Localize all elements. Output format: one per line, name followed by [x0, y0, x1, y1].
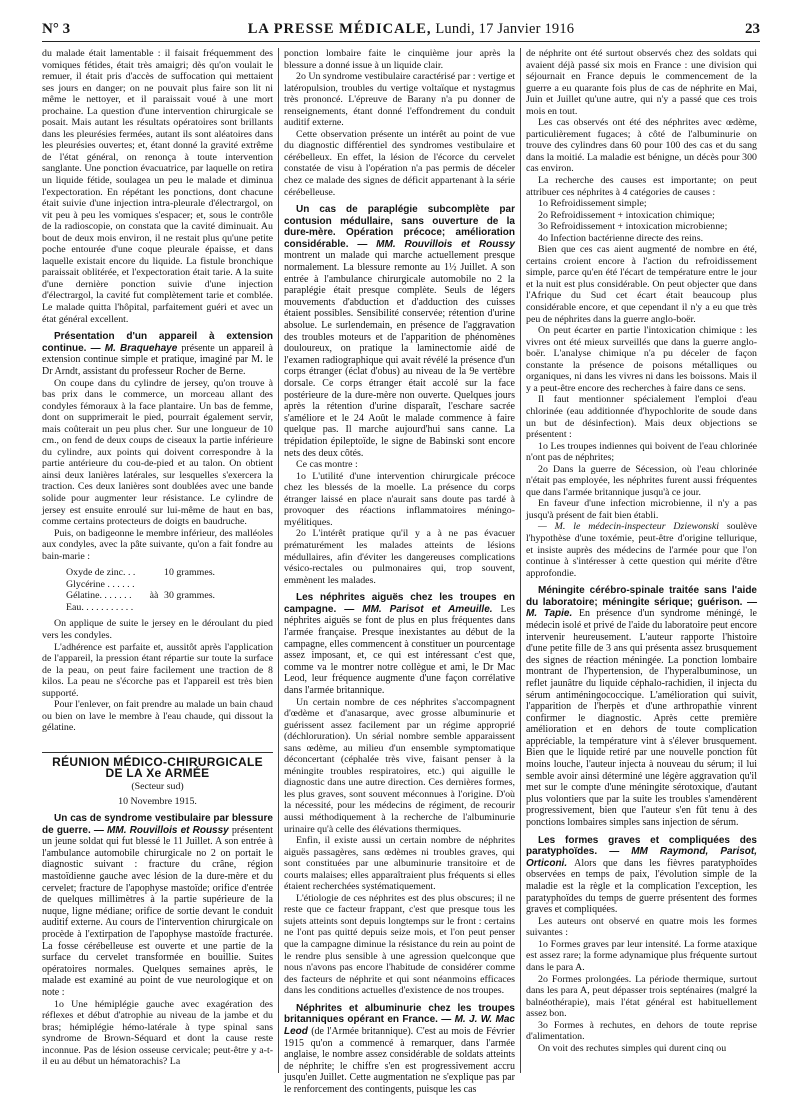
paragraph: 1o Formes graves par leur intensité. La forme ataxique est assez rare; la forme adynamique plus fréquente surtout dans le para A.	[526, 938, 757, 973]
paragraph: 1o Les troupes indiennes qui boivent de l'eau chlorinée n'ont pas de néphrites;	[526, 440, 757, 464]
paragraph: Enfin, il existe aussi un certain nombre de néphrites aiguës passagères, sans œdèmes ni troubles graves, qui sont constituées par une albuminurie transitoire et de courts malaises; elles apparaîtraient plus fréquents si elles étaient recherchées systématiquement.	[284, 835, 515, 893]
page-header	[42, 14, 760, 42]
paragraph: Cette observation présente un intérêt au point de vue du diagnostic différentiel des syndromes vestibulaire et cérébelleux. En effet, la lésion de l'écorce du cervelet constatée de visu à l'opération n'a pas permis de déceler chez ce malade des signes de déficit appartenant à la série cérébelleuse.	[284, 128, 515, 198]
article-heading	[284, 204, 515, 459]
paragraph: Les cas observés ont été des néphrites avec œdème, particulièrement fugaces; à côté de l'albuminurie on trouve des cylindres dans 60 pour 100 des cas et du sang dans la moitié. La maladie est bénigne, un décès pour 300 cas environ.	[526, 117, 757, 175]
paragraph: On applique de suite le jersey en le déroulant du pied vers les condyles.	[42, 618, 273, 641]
heading-authors: — M. J. W. Mac Leod	[284, 1014, 515, 1037]
heading-title: Méningite cérébro-spinale traitée sans l'aide du laboratoire; méningite sérique; guérison.	[526, 585, 757, 608]
paragraph: du malade était lamentable : il faisait fréquemment des vomiques fétides, était très amaigri; dès qu'on voulait le remuer, il était pris d'accès de suffocation qui mettaient ses jours en danger; on ne pouvait plus faire son lit ni même le nettoyer, et il paraissait voué à une mort prochaine. La question d'une intervention chirurgicale se posait. Mais autant les résultats opératoires sont brillants dans les pleurésies fermées, autant ils sont aléatoires dans les pleurésies ouvertes; et, étant donné la gravité extrême de l'état général, on renonça à toute intervention sanglante. Une ponction évacuatrice, par laquelle on retira un liquide fétide, soulagea un peu le malade et diminua l'expectoration. En répétant les ponctions, dont chacune était suivie d'une injection intra-pleurale d'électrargol, on vit peu à peu les vomiques s'espacer; et, sous le contrôle de la radioscopie, on constata que la cavité diminuait. Au bout de deux mois environ, il ne restait plus qu'une petite poche entourée d'une coque pleurale épaisse, et dans laquelle existait encore du liquide. La fistule bronchique paraissait oblitérée, et l'expectoration était tarie. A la suite d'une dernière ponction suivie d'une injection d'électrargol, la cavité fut complètement tarie et comblée. Le malade quitta l'hôpital, parfaitement guéri et avec un état général excellent.	[42, 48, 273, 325]
running-title	[122, 21, 700, 38]
paragraph-text: soulève l'hypothèse d'une toxémie, peut-être d'origine tellurique, et insiste auprès des médecins de l'armée pour que l'on continue à s'intéresser à cette question qui mérite d'être approfondie.	[526, 521, 757, 579]
page-number: 23	[745, 21, 760, 37]
paragraph: Pour l'enlever, on fait prendre au malade un bain chaud ou bien on lave le membre à l'eau chaude, qui dissout la gélatine.	[42, 699, 273, 734]
recipe-table	[66, 567, 273, 613]
paragraph: de néphrite ont été surtout observés chez des soldats qui avaient déjà passé six mois en France : une division qui séjournait en France depuis le commencement de la guerre a eu quarante fois plus de cas de néphrite en Mai, Juin et Juillet qu'une autre, qui n'y a passé que ces trois mois en tout.	[526, 48, 757, 117]
section-date: 10 Novembre 1915.	[118, 795, 197, 807]
heading-text: Les néphrites aiguës se font de plus en plus fréquentes dans l'armée française. Presque inexistantes au début de la campagne, elles commencent à constituer un pourcentage assez imposant, et, ce qui est intéressant c'est que, comme va le montrer notre collègue et ami, le Dr Mac Leod, leur fréquence augmente d'une façon corrélative dans l'armée britannique.	[284, 603, 515, 696]
article-heading	[284, 1003, 515, 1096]
issue-date: Lundi, 17 Janvier 1916	[435, 21, 575, 37]
paragraph: Puis, on badigeonne le membre inférieur, des malléoles aux condyles, avec la pâte suivante, qu'on a fait fondre au bain-marie :	[42, 527, 273, 562]
paragraph-author: — M. le médecin-inspecteur Dziewonski	[538, 521, 719, 533]
heading-text: Alors que dans les fièvres paratyphoïdes observées en temps de paix, l'évolution simple de la maladie est la règle et la complication l'exception, les paratyphoïdes du temps de guerre présentent des formes graves et compliquées.	[526, 857, 757, 916]
heading-title: Néphrites et albuminurie chez les troupes britanniques opérant en France.	[284, 1002, 515, 1026]
paragraph	[526, 521, 757, 579]
column-1	[42, 48, 273, 1073]
paragraph: On peut écarter en partie l'intoxication chimique : les vivres ont été mieux surveillés que dans la guerre anglo-boër. L'analyse chimique n'a pu déceler de façon constante la présence de poisons métalliques ou organiques, ni dans les vivres ni dans les boissons. Mais il y a peut-être encore des recherches à faire dans ce sens.	[526, 325, 757, 394]
article-heading	[526, 585, 757, 828]
article-heading	[284, 592, 515, 696]
heading-title: Un cas de syndrome vestibulaire par blessure de guerre.	[42, 813, 273, 836]
heading-authors: — MM. Rouvillois et Roussy	[93, 824, 229, 836]
issue-number: N° 3	[42, 21, 71, 37]
heading-title: Un cas de paraplégie subcomplète par contusion médullaire, sans ouverture de la dure-mère. Opération précoce; amélioration considérable.	[284, 204, 515, 250]
heading-authors: — M. Tapie.	[526, 596, 757, 620]
heading-title: Présentation d'un appareil à extension continue.	[42, 331, 273, 354]
paragraph: ponction lombaire faite le cinquième jour après la blessure a donné issue à un liquide clair.	[284, 48, 515, 71]
paragraph: Un certain nombre de ces néphrites s'accompagnent d'œdème et d'anasarque, avec grosse albuminurie et guérissent assez facilement par un régime approprié (déchloruration). Un sérial nombre semble apparaissent sans œdème, au milieu d'un ensemble symptomatique déconcertant (céphalée très vive, faisant penser à la méningite troubles respiratoires, etc.) qui aiguille le diagnostic dans une autre direction. Ces dernières formes, les plus graves, sont souvent méconnues à l'origine. D'où la nécessité, pour les médecins de régiment, de recourir aussi méthodiquement à la recherche de l'albuminurie urinaire qu'à celle des élévations thermiques.	[284, 696, 515, 835]
heading-authors: — MM. Rouvillois et Roussy	[357, 238, 515, 250]
article-heading	[42, 813, 273, 999]
column-3	[526, 48, 757, 1073]
paragraph: 2o L'intérêt pratique qu'il y a à ne pas évacuer prématurément les malades atteints de lésions médullaires, afin d'éviter les dangereuses complications vésico-rectales ou pulmonaires qui, trop souvent, emmènent les malades.	[284, 528, 515, 586]
paragraph: Il faut mentionner spécialement l'emploi d'eau chlorinée (eau additionnée d'hypochlorite de soude dans un but de désinfection). Mais deux objections se présentent :	[526, 394, 757, 441]
paragraph: On voit des rechutes simples qui durent cinq ou	[538, 1042, 727, 1054]
heading-text: En présence d'un syndrome méningé, le médecin isolé et privé de l'aide du laboratoire peut encore intervenir heureusement. L'auteur rapporte l'histoire d'une petite fille de 3 ans qui présenta assez brusquement des signes de réaction méningée. La ponction lombaire montrant de l'hypertension, de l'hyperalbuminose, un reflet jaunâtre du liquide céphalo-rachidien, il injecta du sérum antiméningococcique. L'amélioration qui suivit, l'apparition de l'herpès et d'une arthropathie vinrent confirmer le diagnostic. Après cette première amélioration et en dehors de toute complication appréciable, la température vint à s'élever brusquement. Bien que le liquide retiré par une nouvelle ponction fût moins louche, l'auteur injecta à nouveau du sérum; il lui semble avoir ainsi déterminé une légère aggravation qu'il met sur le compte d'une méningite sérotoxique, d'autant plus volontiers que par la suite les troubles s'amendèrent progressivement, bien que l'auteur s'en fût tenu à des ponctions lombaires simples sans injection de sérum.	[526, 608, 757, 829]
paragraph: Les auteurs ont observé en quatre mois les formes suivantes :	[526, 915, 757, 939]
list-item: 3o Refroidissement + intoxication microbienne;	[538, 221, 728, 233]
heading-title: Les formes graves et compliquées des paratyphoïdes.	[526, 834, 757, 858]
heading-authors: — MM. Parisot et Ameuille.	[344, 603, 493, 615]
heading-text: présente un appareil à extension continue simple et pratique, imaginé par M. le Dr Arndt, assistant du professeur Rocher de Berne.	[42, 342, 273, 377]
recipe-row: Oxyde de zinc. . . 10 grammes.	[66, 567, 216, 579]
paragraph: La recherche des causes est importante; on peut attribuer ces néphrites à 4 catégories de causes :	[526, 175, 757, 198]
section-title: RÉUNION MÉDICO-CHIRURGICALE DE LA Xe ARMÉE	[42, 752, 273, 780]
paragraph: L'adhérence est parfaite et, aussitôt après l'application de l'appareil, la pression étant répartie sur toute la surface de la peau, on peut faire facilement une traction de 8 kilos. La peau ne s'écorche pas et l'appareil est très bien supporté.	[42, 641, 273, 699]
column-rule	[520, 48, 521, 1073]
column-rule	[278, 48, 279, 1073]
recipe-row: Glycérine . . . . . .	[66, 578, 135, 590]
paragraph: Ce cas montre :	[296, 459, 358, 471]
paragraph: 3o Formes à rechutes, en dehors de toute reprise d'alimentation.	[526, 1019, 757, 1043]
heading-authors: — M. Braquehaye	[90, 342, 178, 354]
paragraph: 1o L'utilité d'une intervention chirurgicale précoce chez les blessés de la moelle. La présence du corps étranger laissé en place n'aurait sans doute pas tardé à provoquer des réactions inflammatoires méningo-myélitiques.	[284, 470, 515, 528]
list-item: 4o Infection bactérienne directe des reins.	[538, 232, 704, 244]
article-heading	[526, 835, 757, 916]
list-item: 2o Refroidissement + intoxication chimique;	[538, 209, 715, 221]
paragraph: En faveur d'une infection microbienne, il n'y a pas jusqu'à présent de fait bien établi.	[526, 498, 757, 521]
heading-text: présentent un jeune soldat qui fut blessé le 11 Juillet. A son entrée à l'ambulance automobile chirurgicale no 2 on portait le diagnostic suivant : fracture du crâne, région mastoïdienne gauche avec lésion de la dure-mère et du cervelet; fracture de l'apophyse mastoïde; orifice d'entrée de quelques millimètres à la partie supérieure de la nuque, ligne médiane; orifice de sortie devant le conduit auditif externe. Au cours de l'intervention chirurgicale on procède à l'extirpation de l'apophyse mastoïde fracturée. La fosse cérébelleuse est ouverte et une partie de la surface du cervelet transformée en bouillie. Suites opératoires normales. Quelques semaines après, le malade est examiné au point de vue neurologique et on note :	[42, 824, 273, 998]
heading-authors: — MM Raymond, Parisot, Orticoni.	[526, 846, 757, 869]
paragraph: 1o Une hémiplégie gauche avec exagération des réflexes et début d'atrophie au niveau de la jambe et du bras; hémiplégie hémo-latérale à type spinal sans syndrome de Brown-Séquard et dont la cause reste inconnue. Pas de lésion osseuse cervicale; peut-être y a-t-il eu au début un hématorachis? La	[42, 998, 273, 1068]
list-item: 1o Refroidissement simple;	[538, 198, 647, 210]
paragraph: 2o Dans la guerre de Sécession, où l'eau chlorinée n'était pas employée, les néphrites furent aussi fréquentes que dans l'armée britannique jusqu'à ce jour.	[526, 463, 757, 498]
recipe-row: Gélatine. . . . . . . àà 30 grammes.	[66, 590, 216, 602]
article-heading	[42, 331, 273, 377]
paragraph: L'étiologie de ces néphrites est des plus obscures; il ne reste que ce facteur frappant, c'est que presque tous les sujets atteints sont depuis longtemps sur le front : certains ne l'ont pas quitté depuis seize mois, et l'on peut penser que la campagne diminue la résistance du rein au point de le rendre plus sensible à une agression quelconque que nous n'avons pas encore l'habitude de considérer comme des facteurs de néphrite et qui sont néanmoins efficaces dans les conditions actuelles d'existence de nos troupes.	[284, 892, 515, 997]
section-subtitle: (Secteur sud)	[131, 781, 184, 792]
paragraph: 2o Formes prolongées. La période thermique, surtout dans les para A, peut dépasser trois septénaires (malgré la balnéothérapie), mais l'état général est habituellement assez bon.	[526, 973, 757, 1020]
paragraph: On coupe dans du cylindre de jersey, qu'on trouve à bas prix dans le commerce, un morceau allant des condyles fémoraux à la face plantaire. Un bas de femme, dont on supprimerait le pied, pourrait également servir, mais coûterait un peu plus cher. Sur une longueur de 10 cm., on fend de deux coups de ciseaux la partie inférieure du cylindre, aux points qui doivent correspondre à la partie antérieure du cou-de-pied et au talon. On obtient ainsi deux lanières latérales, sur lesquelles s'exercera la traction. Ces deux lanières sont doublées avec une bande solide pour augmenter leur résistance. Le cylindre de jersey est ensuite enroulé sur lui-même de haut en bas, comme certains protecteurs de doigts en baudruche.	[42, 377, 273, 528]
column-2	[284, 48, 515, 1095]
paragraph: Bien que ces cas aient augmenté de nombre en été, certains croient encore à l'action du refroidissement simple, parce qu'en été l'écart de température entre le jour et la nuit est plus considérable. On peut objecter que dans l'Afrique du Sud cet écart était beaucoup plus considérable encore, et que cependant il n'y a eu que très peu de néphrites dans la guerre anglo-boër.	[526, 244, 757, 325]
paragraph: 2o Un syndrome vestibulaire caractérisé par : vertige et latéropulsion, troubles du vertige voltaïque et nystagmus très prononcé. L'épreuve de Barany n'a pu donner de renseignements, étant donné l'effondrement du conduit auditif externe.	[284, 71, 515, 129]
recipe-row: Eau. . . . . . . . . . .	[66, 601, 134, 613]
article-columns	[42, 48, 760, 1095]
heading-text: (de l'Armée britannique). C'est au mois de Février 1915 qu'on a commencé à remarquer, dans l'armée anglaise, le nombre assez considérable de soldats atteints de néphrite; le chiffre s'en est progressivement accru jusqu'en Juillet. Cette augmentation ne s'explique pas par le renforcement des contingents, puisque les cas	[284, 1025, 515, 1095]
heading-title: Les néphrites aiguës chez les troupes en campagne.	[284, 592, 515, 615]
journal-name: LA PRESSE MÉDICALE,	[247, 21, 432, 37]
heading-text: montrent un malade qui marche actuellement presque normalement. La blessure remonte au 1½ Juillet. A son entrée à l'ambulance chirurgicale automobile no 2 la paraplégie était presque complète. Seuls de légers mouvements d'abduction et d'adduction des cuisses étaient possibles. Sensibilité conservée; rétention d'urine absolue. Le surlendemain, en présence de l'aggravation des troubles moteurs et de l'apparition de phénomènes douloureux, on pratique la laminectomie aidé de l'examen radiographique qui avait révélé la présence d'un corps étranger (éclat d'obus) au niveau de la 9e vertèbre dorsale. Ce corps étranger était accolé sur la face postérieure de la dure-mère non ouverte. Quelques jours après la rétention d'urine disparaît, l'eschare sacrée s'améliore et le 24 Août le malade commence à faire quelque pas. Il marche aujourd'hui sans canne. La trépidation épileptoïde, le signe de Babinski sont encore nets des deux côtés.	[284, 250, 515, 459]
